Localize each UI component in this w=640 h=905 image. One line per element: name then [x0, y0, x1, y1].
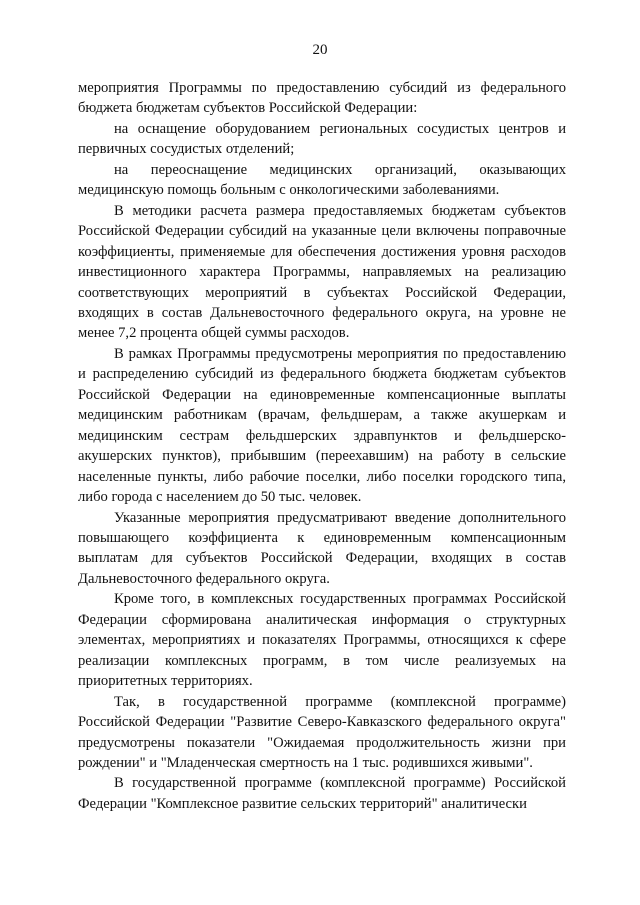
paragraph-analytical-info: Кроме того, в комплексных государственных программах Российской Федерации сформирована аналитическая информация о структурных элементах, мероприятиях и показателях Программы, относящихся к сфере реализации комплексных программ, в том числе реализуемых на приоритетных территориях.: [78, 591, 566, 690]
paragraph-compensation-payments: В рамках Программы предусмотрены мероприятия по предоставлению и распределению субсидий из федерального бюджета бюджетам субъектов Российской Федерации на единовременные компенсационные выплаты медицинским работникам (врачам, фельдшерам, а также акушеркам и медицинским сестрам фельдшерских здравпунктов и фельдшерско-акушерских пунктов), прибывшим (переехавшим) на работу в сельские населенные пункты, либо рабочие поселки, либо поселки городского типа, либо города с населением до 50 тыс. человек.: [78, 345, 566, 506]
paragraph-vascular-centers: на оснащение оборудованием региональных сосудистых центров и первичных сосудистых отделений;: [78, 120, 566, 158]
paragraph-coefficient: Указанные мероприятия предусматривают введение дополнительного повышающего коэффициента к единовременным компенсационным выплатам для субъектов Российской Федерации, входящих в состав Дальневосточного федерального округа.: [78, 509, 566, 587]
paragraph-methodology: В методики расчета размера предоставляемых бюджетам субъектов Российской Федерации субсидий на указанные цели включены поправочные коэффициенты, применяемые для обеспечения достижения уровня расходов инвестиционного характера Программы, направляемых на реализацию соответствующих мероприятий в субъектах Российской Федерации, входящих в состав Дальневосточного федерального округа, на уровне не менее 7,2 процента общей суммы расходов.: [78, 202, 566, 342]
paragraph-continuation: мероприятия Программы по предоставлению субсидий из федерального бюджета бюджетам субъектов Российской Федерации:: [78, 80, 566, 117]
document-body: [78, 78, 566, 814]
page-number: 20: [312, 42, 328, 58]
paragraph-rural-territories: В государственной программе (комплексной программе) Российской Федерации "Комплексное развитие сельских территорий" аналитически: [78, 775, 566, 812]
paragraph-north-caucasus: Так, в государственной программе (комплексной программе) Российской Федерации "Развитие Северо-Кавказского федерального округа" предусмотрены показатели "Ожидаемая продолжительность жизни при рождении" и "Младенческая смертность на 1 тыс. родившихся живыми".: [78, 693, 566, 771]
paragraph-oncology: на переоснащение медицинских организаций, оказывающих медицинскую помощь больным с онкологическими заболеваниями.: [78, 161, 566, 199]
